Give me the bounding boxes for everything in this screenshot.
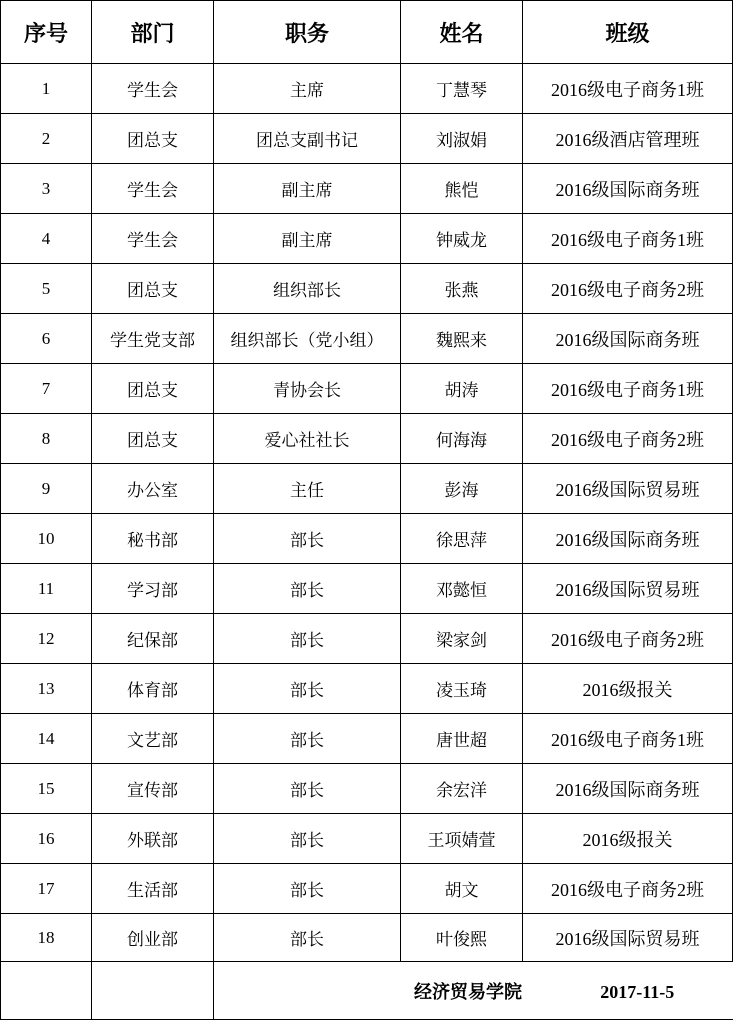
cell-class: 2016级报关 (523, 814, 733, 864)
cell-class: 2016级国际贸易班 (523, 464, 733, 514)
cell-position: 主任 (214, 464, 401, 514)
cell-index: 6 (1, 314, 92, 364)
cell-department: 外联部 (92, 814, 214, 864)
cell-position: 副主席 (214, 214, 401, 264)
cell-index: 5 (1, 264, 92, 314)
table-row (1, 64, 733, 114)
table-body (1, 64, 733, 962)
cell-class: 2016级酒店管理班 (523, 114, 733, 164)
table-row (1, 264, 733, 314)
cell-name: 唐世超 (401, 714, 523, 764)
cell-name: 徐思萍 (401, 514, 523, 564)
cell-name: 刘淑娟 (401, 114, 523, 164)
cell-department: 学生会 (92, 64, 214, 114)
cell-index: 9 (1, 464, 92, 514)
cell-index: 1 (1, 64, 92, 114)
table-row (1, 364, 733, 414)
cell-index: 4 (1, 214, 92, 264)
cell-name: 王项婧萱 (401, 814, 523, 864)
cell-department: 秘书部 (92, 514, 214, 564)
cell-position: 部长 (214, 614, 401, 664)
cell-index: 10 (1, 514, 92, 564)
cell-name: 丁慧琴 (401, 64, 523, 114)
table-row (1, 714, 733, 764)
cell-index: 8 (1, 414, 92, 464)
cell-position: 部长 (214, 864, 401, 914)
header-name: 姓名 (401, 1, 523, 64)
cell-name: 邓懿恒 (401, 564, 523, 614)
table-row (1, 764, 733, 814)
footer-cell-empty-2 (92, 962, 214, 1020)
cell-index: 17 (1, 864, 92, 914)
cell-position: 青协会长 (214, 364, 401, 414)
table-row (1, 514, 733, 564)
cell-department: 体育部 (92, 664, 214, 714)
footer-row (1, 962, 733, 1020)
cell-name: 何海海 (401, 414, 523, 464)
cell-name: 魏熙来 (401, 314, 523, 364)
cell-index: 12 (1, 614, 92, 664)
college-name: 经济贸易学院 (414, 981, 522, 1003)
cell-name: 钟威龙 (401, 214, 523, 264)
cell-index: 16 (1, 814, 92, 864)
cell-department: 团总支 (92, 364, 214, 414)
cell-class: 2016级国际商务班 (523, 314, 733, 364)
cell-department: 团总支 (92, 114, 214, 164)
cell-class: 2016级电子商务1班 (523, 214, 733, 264)
cell-department: 创业部 (92, 914, 214, 962)
cell-name: 胡涛 (401, 364, 523, 414)
cell-department: 学习部 (92, 564, 214, 614)
cell-name: 胡文 (401, 864, 523, 914)
footer-cell-empty-1 (1, 962, 92, 1020)
cell-class: 2016级国际商务班 (523, 164, 733, 214)
cell-position: 部长 (214, 914, 401, 962)
cell-department: 生活部 (92, 864, 214, 914)
cell-index: 13 (1, 664, 92, 714)
cell-position: 主席 (214, 64, 401, 114)
cell-class: 2016级电子商务1班 (523, 714, 733, 764)
cell-class: 2016级电子商务2班 (523, 264, 733, 314)
table-row (1, 614, 733, 664)
cell-department: 文艺部 (92, 714, 214, 764)
cell-index: 7 (1, 364, 92, 414)
table-row (1, 664, 733, 714)
cell-index: 14 (1, 714, 92, 764)
table-row (1, 414, 733, 464)
cell-position: 部长 (214, 564, 401, 614)
document-date: 2017-11-5 (600, 981, 675, 1002)
cell-class: 2016级国际商务班 (523, 514, 733, 564)
cell-position: 部长 (214, 764, 401, 814)
cell-department: 学生党支部 (92, 314, 214, 364)
cell-class: 2016级电子商务2班 (523, 864, 733, 914)
table-row (1, 864, 733, 914)
cell-name: 叶俊熙 (401, 914, 523, 962)
cell-department: 团总支 (92, 264, 214, 314)
cell-position: 爱心社社长 (214, 414, 401, 464)
cell-name: 余宏洋 (401, 764, 523, 814)
cell-index: 18 (1, 914, 92, 962)
cell-position: 部长 (214, 664, 401, 714)
table-row (1, 114, 733, 164)
cell-name: 张燕 (401, 264, 523, 314)
header-department: 部门 (92, 1, 214, 64)
cell-department: 团总支 (92, 414, 214, 464)
cell-name: 彭海 (401, 464, 523, 514)
cell-class: 2016级国际贸易班 (523, 564, 733, 614)
cell-position: 组织部长 (214, 264, 401, 314)
cell-name: 梁家剑 (401, 614, 523, 664)
cell-name: 熊恺 (401, 164, 523, 214)
cell-position: 部长 (214, 514, 401, 564)
cell-position: 部长 (214, 814, 401, 864)
cell-department: 学生会 (92, 214, 214, 264)
cell-index: 15 (1, 764, 92, 814)
cell-department: 学生会 (92, 164, 214, 214)
cell-department: 办公室 (92, 464, 214, 514)
table-row (1, 464, 733, 514)
cell-department: 宣传部 (92, 764, 214, 814)
header-row (1, 1, 733, 64)
cell-position: 团总支副书记 (214, 114, 401, 164)
cell-index: 11 (1, 564, 92, 614)
table-row (1, 564, 733, 614)
cell-index: 2 (1, 114, 92, 164)
table-row (1, 164, 733, 214)
cell-position: 部长 (214, 714, 401, 764)
cell-class: 2016级国际贸易班 (523, 914, 733, 962)
cell-position: 组织部长（党小组） (214, 314, 401, 364)
footer-signature-cell (214, 962, 733, 1020)
header-index: 序号 (1, 1, 92, 64)
cell-name: 凌玉琦 (401, 664, 523, 714)
cell-class: 2016级电子商务2班 (523, 614, 733, 664)
cell-class: 2016级电子商务1班 (523, 364, 733, 414)
cell-class: 2016级电子商务1班 (523, 64, 733, 114)
header-class: 班级 (523, 1, 733, 64)
cell-class: 2016级报关 (523, 664, 733, 714)
table-row (1, 214, 733, 264)
table-row (1, 814, 733, 864)
cell-index: 3 (1, 164, 92, 214)
cell-class: 2016级电子商务2班 (523, 414, 733, 464)
header-position: 职务 (214, 1, 401, 64)
cell-position: 副主席 (214, 164, 401, 214)
cell-department: 纪保部 (92, 614, 214, 664)
table-row (1, 914, 733, 962)
table-row (1, 314, 733, 364)
cell-class: 2016级国际商务班 (523, 764, 733, 814)
